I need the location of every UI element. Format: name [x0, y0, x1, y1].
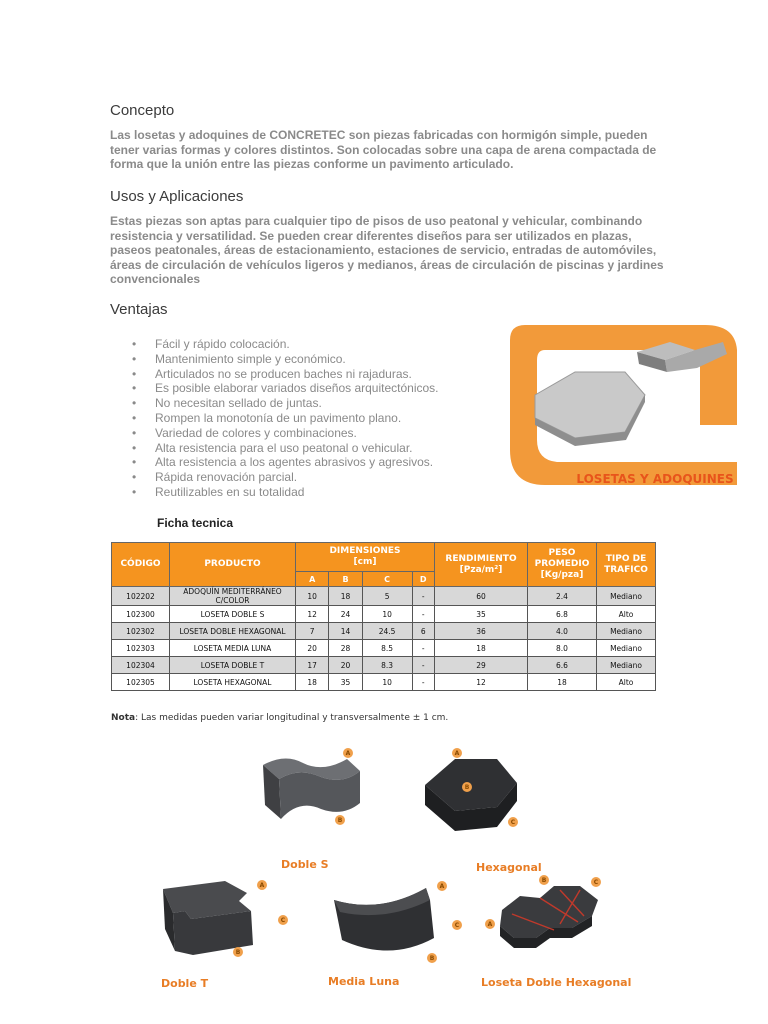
list-item: • Alta resistencia a los agentes abrasivos y agresivos. [132, 455, 492, 470]
th-c: C [362, 572, 412, 587]
table-cell: - [412, 587, 435, 606]
list-item: • Fácil y rápido colocación. [132, 337, 492, 352]
losetas-adoquines-image [505, 320, 739, 492]
loseta-doble-hexagonal-image [480, 872, 610, 964]
svg-text:A: A [439, 883, 445, 890]
table-cell: Alto [597, 606, 656, 623]
hexagonal-image [415, 745, 535, 845]
nota-label: Nota [111, 713, 136, 723]
list-item: • Reutilizables en su totalidad [132, 485, 492, 500]
th-dimensiones-unit: [cm] [353, 557, 377, 567]
table-cell: 29 [435, 657, 528, 674]
th-b: B [329, 572, 362, 587]
table-cell: 7 [296, 623, 329, 640]
concepto-heading: Concepto [110, 102, 175, 119]
caption-loseta-doble-hexagonal: Loseta Doble Hexagonal [481, 976, 632, 989]
th-dimensiones-label: DIMENSIONES [329, 546, 401, 556]
svg-text:B: B [235, 949, 241, 956]
th-peso [528, 543, 597, 587]
table-cell: 12 [296, 606, 329, 623]
table-cell: 10 [362, 606, 412, 623]
th-tipo: TIPO DE TRAFICO [597, 543, 656, 587]
svg-text:B: B [337, 817, 343, 824]
svg-text:A: A [487, 921, 493, 928]
table-cell: 28 [329, 640, 362, 657]
table-cell: 4.0 [528, 623, 597, 640]
caption-doble-t: Doble T [161, 977, 209, 990]
table-cell: 12 [435, 674, 528, 691]
table-cell: 8.0 [528, 640, 597, 657]
th-rendimiento-unit: [Pza/m²] [459, 564, 503, 575]
table-row [112, 657, 656, 674]
table-row [112, 623, 656, 640]
table-cell: 5 [362, 587, 412, 606]
svg-text:B: B [429, 955, 435, 962]
list-item: • Mantenimiento simple y económico. [132, 352, 492, 367]
th-dimensiones [296, 543, 435, 572]
doble-t-image [155, 875, 295, 967]
list-item: • Rompen la monotonía de un pavimento plano. [132, 411, 492, 426]
table-cell: 102300 [112, 606, 170, 623]
list-item: • No necesitan sellado de juntas. [132, 396, 492, 411]
table-cell: 102303 [112, 640, 170, 657]
list-item: • Variedad de colores y combinaciones. [132, 426, 492, 441]
usos-heading: Usos y Aplicaciones [110, 188, 244, 205]
table-cell: 24 [329, 606, 362, 623]
usos-text: Estas piezas son aptas para cualquier tipo de pisos de uso peatonal y vehicular, combinando resistencia y versatilidad. Se pueden crear diferentes diseños para ser utilizados en plazas, paseos peatonales, áreas de estacionamiento, estaciones de servicio, entradas de automóviles, áreas de circulación de vehículos ligeros y medianos, áreas de circulación de piscinas y jardines convencionales [110, 214, 664, 287]
table-cell: LOSETA DOBLE S [170, 606, 296, 623]
svg-text:A: A [345, 750, 351, 757]
th-a: A [296, 572, 329, 587]
table-cell: LOSETA MEDIA LUNA [170, 640, 296, 657]
table-cell: 102305 [112, 674, 170, 691]
th-producto: PRODUCTO [170, 543, 296, 587]
svg-text:A: A [259, 882, 265, 889]
table-cell: 60 [435, 587, 528, 606]
list-item: • Rápida renovación parcial. [132, 470, 492, 485]
table-cell: LOSETA HEXAGONAL [170, 674, 296, 691]
svg-text:C: C [454, 922, 460, 929]
table-cell: ADOQUÍN MEDITERRÁNEO C/COLOR [170, 587, 296, 606]
promo-label: LOSETAS Y ADOQUINES [576, 472, 734, 486]
table-cell: - [412, 606, 435, 623]
table-cell: 18 [296, 674, 329, 691]
nota [111, 713, 448, 723]
caption-hexagonal: Hexagonal [476, 861, 542, 874]
list-item: • Es posible elaborar variados diseños arquitectónicos. [132, 381, 492, 396]
nota-text: : Las medidas pueden variar longitudinal y transversalmente ± 1 cm. [135, 713, 449, 723]
th-rendimiento-label: RENDIMIENTO [445, 553, 517, 564]
table-cell: Alto [597, 674, 656, 691]
table-cell: 8.3 [362, 657, 412, 674]
table-cell: 17 [296, 657, 329, 674]
svg-text:C: C [280, 917, 286, 924]
th-peso-label: PESO PROMEDIO [534, 548, 590, 569]
table-cell: 2.4 [528, 587, 597, 606]
table-cell: 35 [329, 674, 362, 691]
ventajas-heading: Ventajas [110, 301, 168, 318]
table-cell: 35 [435, 606, 528, 623]
table-cell: 102302 [112, 623, 170, 640]
table-cell: Mediano [597, 587, 656, 606]
svg-text:A: A [454, 750, 460, 757]
table-row [112, 674, 656, 691]
table-cell: LOSETA DOBLE T [170, 657, 296, 674]
table-cell: 18 [528, 674, 597, 691]
list-item: • Alta resistencia para el uso peatonal o vehicular. [132, 441, 492, 456]
ficha-table [111, 542, 656, 691]
table-row [112, 606, 656, 623]
svg-text:B: B [541, 877, 547, 884]
table-cell: 20 [329, 657, 362, 674]
table-cell: 102202 [112, 587, 170, 606]
table-cell: 6.8 [528, 606, 597, 623]
table-row [112, 587, 656, 606]
table-cell: Mediano [597, 623, 656, 640]
svg-text:C: C [593, 879, 599, 886]
concepto-text: Las losetas y adoquines de CONCRETEC son piezas fabricadas con hormigón simple, pueden tener varias formas y colores distintos. Son colocadas sobre una capa de arena compactada de forma que la unión entre las piezas conforme un pavimento articulado. [110, 128, 657, 172]
caption-doble-s: Doble S [281, 858, 329, 871]
table-cell: 6 [412, 623, 435, 640]
table-cell: 10 [296, 587, 329, 606]
table-cell: 36 [435, 623, 528, 640]
ficha-title: Ficha tecnica [157, 516, 234, 530]
table-cell: LOSETA DOBLE HEXAGONAL [170, 623, 296, 640]
table-cell: - [412, 640, 435, 657]
ventajas-list [132, 337, 492, 500]
svg-text:C: C [510, 819, 516, 826]
table-cell: 8.5 [362, 640, 412, 657]
table-cell: 14 [329, 623, 362, 640]
table-cell: 24.5 [362, 623, 412, 640]
table-cell: - [412, 674, 435, 691]
caption-media-luna: Media Luna [328, 975, 400, 988]
table-cell: 20 [296, 640, 329, 657]
doble-s-image [255, 745, 367, 830]
svg-text:B: B [464, 784, 470, 791]
table-row [112, 640, 656, 657]
media-luna-image [330, 878, 465, 968]
list-item: • Articulados no se producen baches ni rajaduras. [132, 367, 492, 382]
table-cell: 10 [362, 674, 412, 691]
table-cell: Mediano [597, 657, 656, 674]
table-cell: - [412, 657, 435, 674]
table-cell: 18 [435, 640, 528, 657]
table-cell: 6.6 [528, 657, 597, 674]
th-codigo: CÓDIGO [112, 543, 170, 587]
table-cell: Mediano [597, 640, 656, 657]
table-cell: 18 [329, 587, 362, 606]
th-d: D [412, 572, 435, 587]
table-cell: 102304 [112, 657, 170, 674]
th-rendimiento [435, 543, 528, 587]
th-peso-unit: [Kg/pza] [540, 570, 584, 580]
